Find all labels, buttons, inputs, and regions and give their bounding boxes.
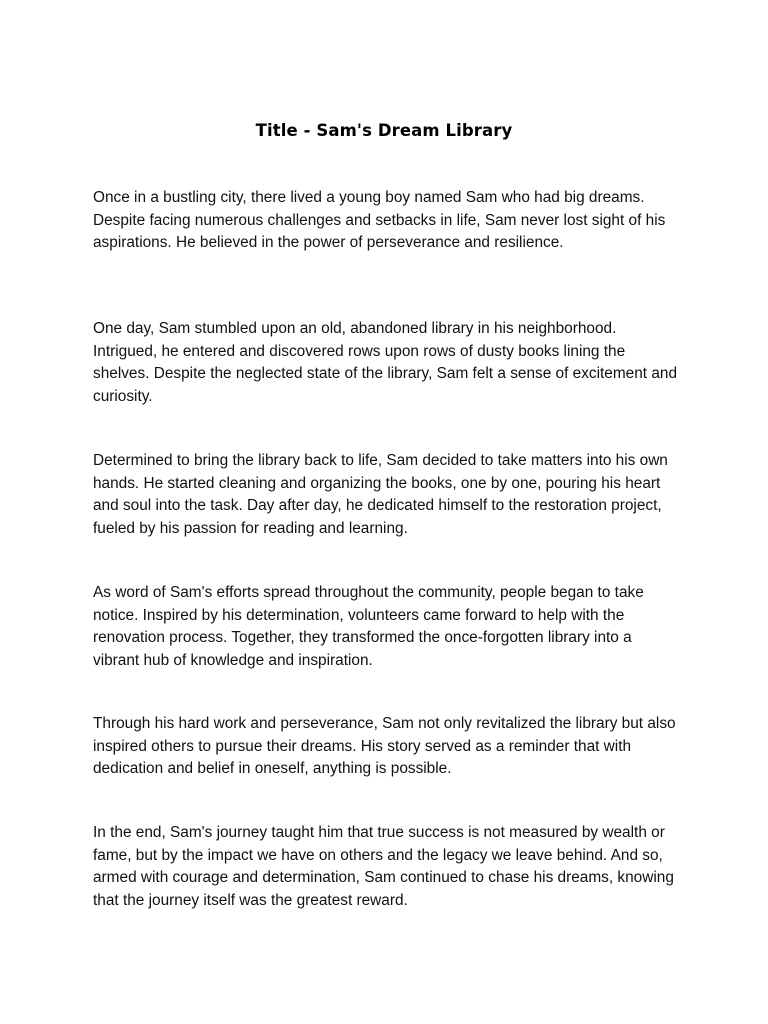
paragraph-3: Determined to bring the library back to life, Sam decided to take matters into his own hands. He started cleaning and organizing the books, one by one, pouring his heart and soul into the task. Day after day, he dedicated himself to the restoration project, fueled by his passion for reading and learning. <box>93 452 668 537</box>
paragraph-4: As word of Sam's efforts spread throughout the community, people began to take notice. Inspired by his determination, volunteers came forward to help with the renovation process. Together, they transformed the once-forgotten library into a vibrant hub of knowledge and inspiration. <box>93 584 644 669</box>
paragraph-6: In the end, Sam's journey taught him that true success is not measured by wealth or fame, but by the impact we have on others and the legacy we leave behind. And so, armed with courage and determination, Sam continued to chase his dreams, knowing that the journey itself was the greatest reward. <box>93 824 674 909</box>
paragraph-5: Through his hard work and perseverance, Sam not only revitalized the library but also inspired others to pursue their dreams. His story served as a reminder that with dedication and belief in oneself, anything is possible. <box>93 715 676 777</box>
paragraph-1: Once in a bustling city, there lived a young boy named Sam who had big dreams. Despite facing numerous challenges and setbacks in life, Sam never lost sight of his aspirations. He believed in the power of perseverance and resilience. <box>93 189 666 251</box>
document-title: Title - Sam's Dream Library <box>255 121 513 140</box>
paragraph-2: One day, Sam stumbled upon an old, abandoned library in his neighborhood. Intrigued, he entered and discovered rows upon rows of dusty books lining the shelves. Despite the neglected state of the library, Sam felt a sense of excitement and curiosity. <box>93 320 678 405</box>
